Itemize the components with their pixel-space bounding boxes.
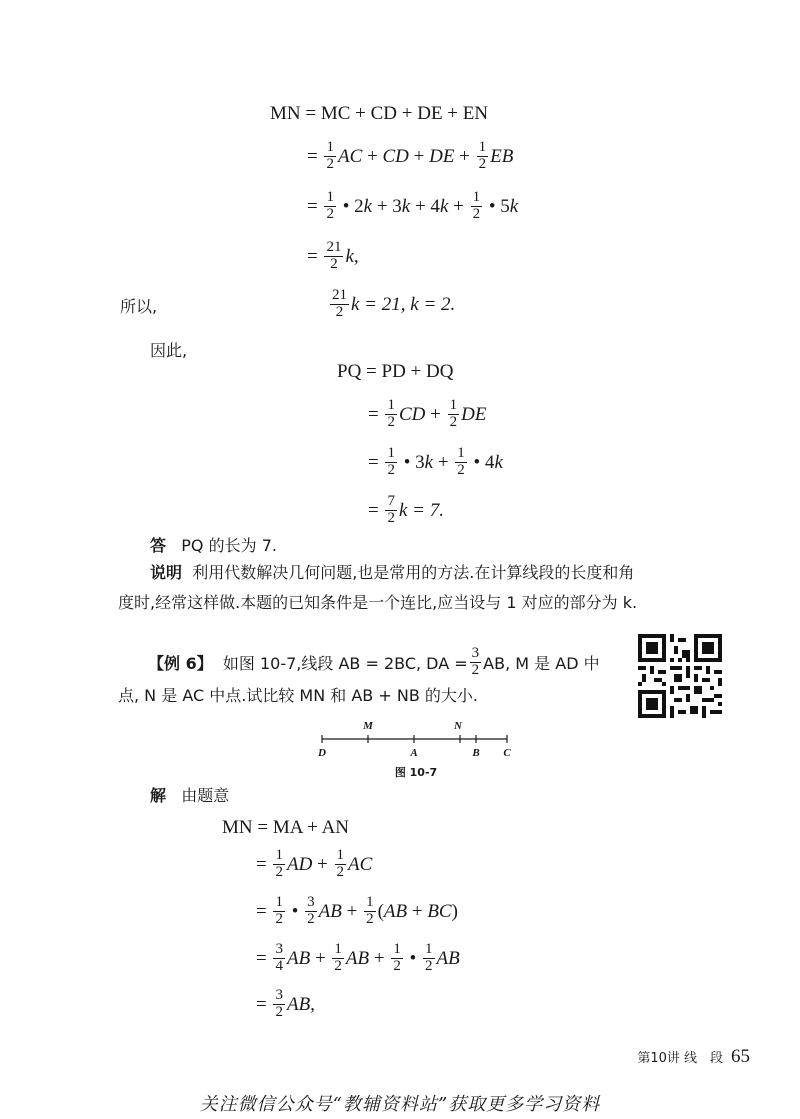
label-point-n: N — [454, 720, 462, 732]
label-point-c: C — [503, 747, 511, 759]
note-label: 说明 — [150, 563, 183, 582]
example-label: 【例 6】 — [148, 653, 213, 673]
example-line2: 点, N 是 AC 中点.试比较 MN 和 AB + NB 的大小. — [118, 686, 478, 705]
eq-mn-line4: = $\frac{21}{2}$ k, — [307, 239, 359, 272]
label-point-a: A — [410, 747, 418, 759]
eq-pq-line2: = $\frac{1}{2}$ CD + $\frac{1}{2}$ DE — [368, 397, 487, 430]
eq-mn-line2: = $\frac{1}{2}$ AC + CD + DE + $\frac{1}{2}$ EB — [307, 139, 514, 172]
eq-pq-line3: = $\frac{1}{2}$ • 3 k + $\frac{1}{2}$ • 4 k — [368, 445, 503, 478]
eq-sol-line2: = $\frac{1}{2}$ AD + $\frac{1}{2}$ AC — [256, 847, 373, 880]
eq-sol-line4: = $\frac{3}{4}$ AB + $\frac{1}{2}$ AB + $\frac{1}{2}$ • $\frac{1}{2}$ AB — [256, 941, 460, 974]
note-line1: 说明 利用代数解决几何问题,也是常用的方法.在计算线段的长度和角 — [150, 563, 635, 582]
suoyi-label: 所以, — [120, 297, 158, 316]
eq-pq-line4: = $\frac{7}{2}$ k = 7. — [368, 493, 444, 526]
page-number: 65 — [731, 1046, 750, 1067]
example-line1: 【例 6】 如图 10-7,线段 AB = 2BC, DA = $\frac{3}{2}$ AB, M 是 AD 中 — [148, 645, 600, 678]
solution-line: 解 由题意 — [150, 786, 230, 805]
chapter-title: 第10讲 线 段 — [637, 1051, 723, 1066]
eq-pq-line1: PQ = PD + DQ — [337, 361, 454, 382]
label-point-m: M — [363, 720, 373, 732]
figure-caption: 图 10-7 — [394, 766, 438, 779]
figure-10-7 — [312, 712, 522, 782]
qr-code-icon — [638, 634, 722, 718]
eq-mn-line1: MN = MC + CD + DE + EN — [270, 103, 489, 124]
label-point-d: D — [318, 747, 326, 759]
answer-label: 答 — [150, 536, 167, 555]
yinci-label: 因此, — [150, 341, 188, 360]
eq-sol-line1: MN = MA + AN — [222, 817, 350, 838]
watermark-text: 关注微信公众号“教辅资料站”获取更多学习资料 — [199, 1094, 601, 1115]
answer-line — [150, 533, 277, 556]
eq-sol-line3: = $\frac{1}{2}$ • $\frac{3}{2}$ AB + $\frac{1}{2}$ ( AB + BC ) — [256, 894, 458, 927]
eq-mn-line3: = $\frac{1}{2}$ • 2 k + 3 k + 4 k + $\frac{1}{2}$ • 5 k — [307, 189, 519, 222]
label-point-b: B — [472, 747, 480, 759]
eq-sol-line5: = $\frac{3}{2}$ AB, — [256, 987, 315, 1020]
answer-text: PQ 的长为 7. — [181, 536, 277, 555]
page-footer — [637, 1046, 750, 1068]
note-line2: 度时,经常这样做.本题的已知条件是一个连比,应当设与 1 对应的部分为 k. — [118, 593, 638, 612]
solution-label: 解 — [150, 786, 167, 805]
eq-solve-k: $\frac{21}{2}$ k = 21, k = 2. — [332, 287, 456, 320]
